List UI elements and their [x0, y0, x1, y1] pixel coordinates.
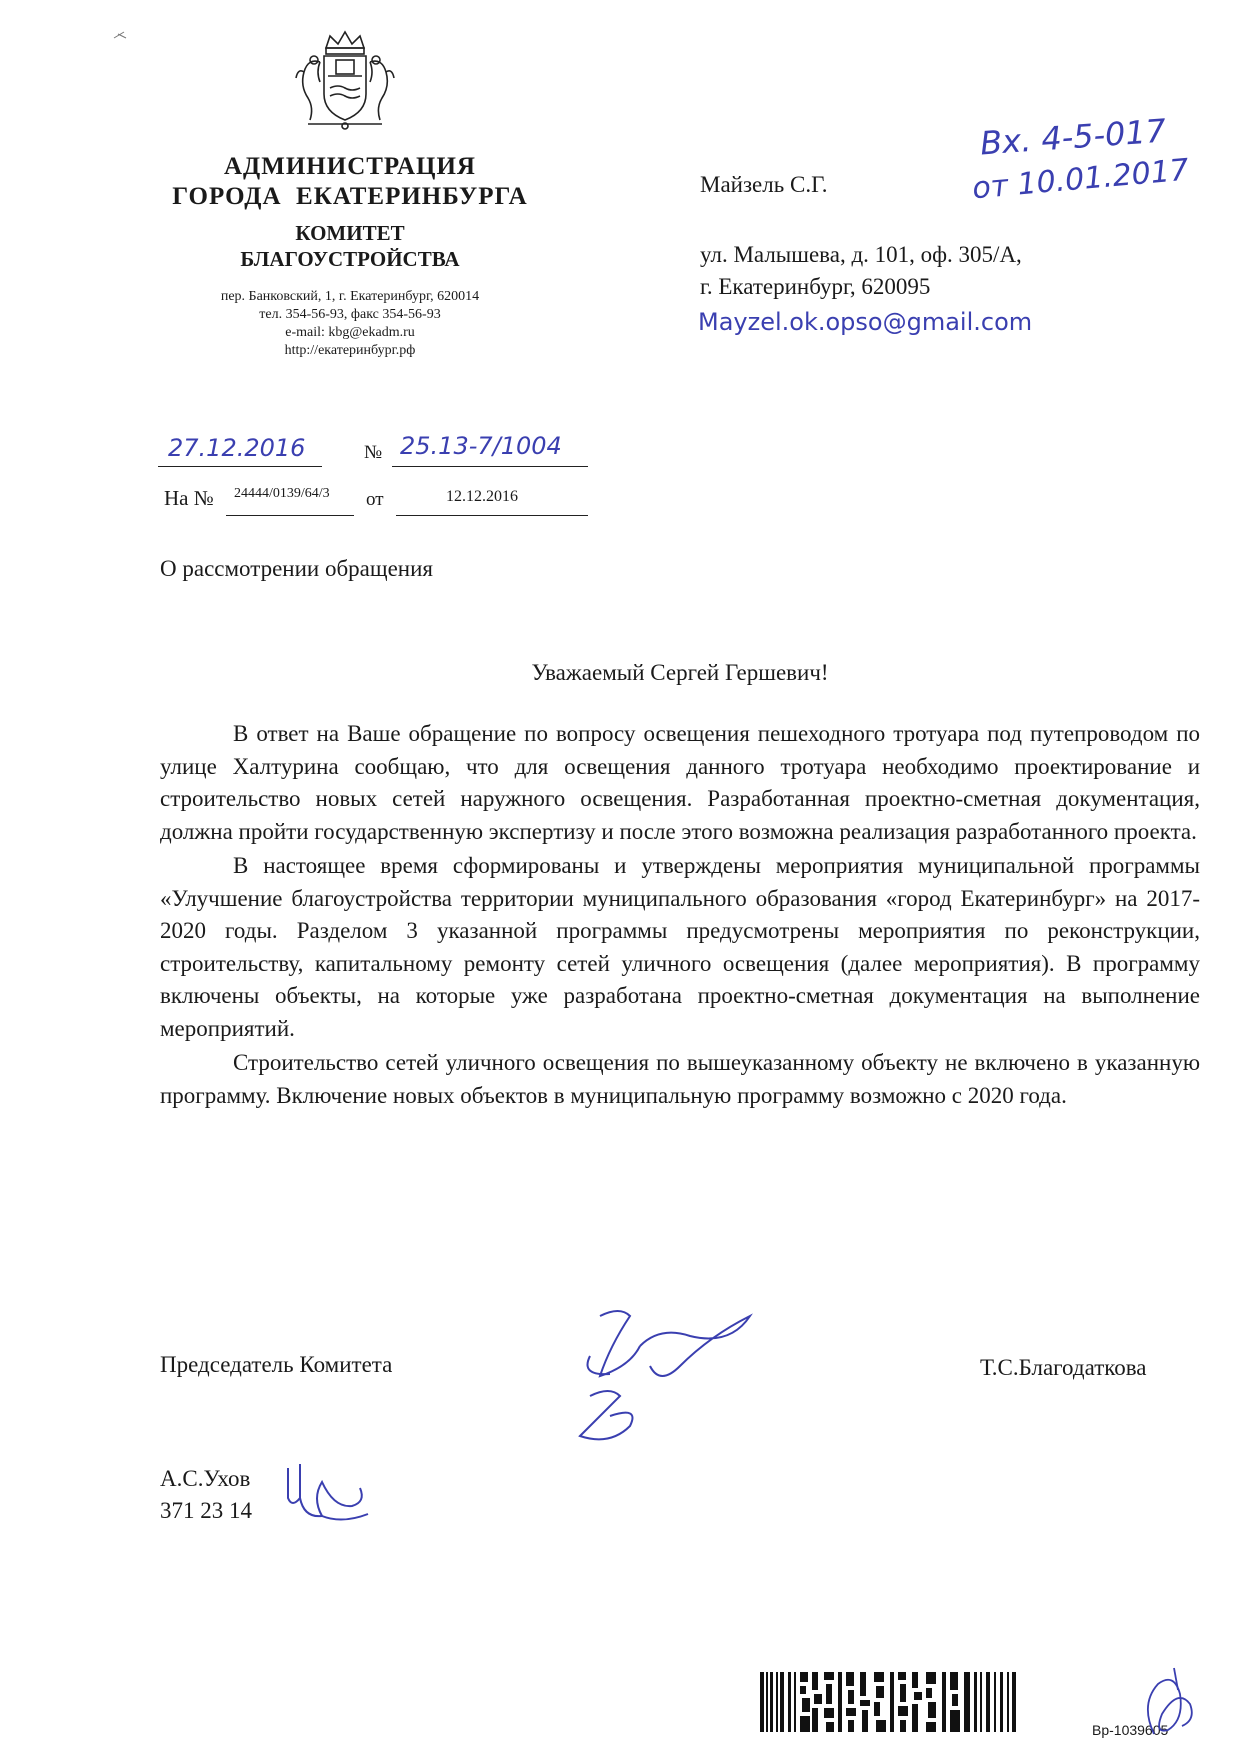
barcode-signature: [1134, 1664, 1204, 1740]
ref-date-line: [396, 515, 588, 516]
barcode-code: Вр-1039605: [1092, 1722, 1169, 1738]
incoming-stamp-line2: от 10.01.2017: [970, 152, 1191, 207]
committee-line2: БЛАГОУСТРОЙСТВА: [240, 247, 460, 271]
org-address: пер. Банковский, 1, г. Екатеринбург, 620014: [220, 289, 480, 304]
org-phone: тел. 354-56-93, факс 354-56-93: [259, 307, 441, 322]
executor-name: А.С.Ухов: [160, 1466, 251, 1491]
coat-of-arms-icon: [290, 28, 400, 132]
letter-greeting: Уважаемый Сергей Гершевич!: [531, 660, 829, 685]
signatory-position: Председатель Комитета: [160, 1352, 393, 1377]
ref-number: 24444/0139/64/3: [234, 486, 330, 501]
body-paragraph-1: В ответ на Ваше обращение по вопросу освещения пешеходного тротуара под путепроводом по улице Халтурина сообщаю, что для освещения данного тротуара необходимо проектирование и строительство новых сетей наружного освещения. Разработанная проектно-сметная документация, должна пройти государственную экспертизу и после этого возможна реализация разработанного проекта.: [160, 721, 1200, 844]
ref-label: На №: [164, 486, 214, 510]
signatory-name: Т.С.Благодаткова: [980, 1355, 1147, 1380]
org-email: e-mail: kbg@ekadm.ru: [285, 325, 415, 340]
reg-number-line: [392, 466, 588, 467]
letter-body: [160, 718, 1200, 1112]
reg-number-label: №: [364, 442, 383, 463]
addressee-city: г. Екатеринбург, 620095: [700, 274, 931, 299]
addressee-email-handwritten: Mayzel.ok.opso@gmail.com: [698, 308, 1033, 336]
reg-number-handwritten: 25.13-7/1004: [400, 432, 562, 460]
ref-from-label: от: [366, 489, 384, 510]
reg-date-handwritten: 27.12.2016: [168, 434, 306, 462]
org-name-line2: ГОРОДА ЕКАТЕРИНБУРГА: [172, 183, 528, 210]
stray-mark: [112, 28, 132, 42]
addressee-name: Майзель С.Г.: [700, 172, 828, 197]
executor-initials: [282, 1458, 372, 1528]
body-paragraph-3: Строительство сетей уличного освещения по вышеуказанному объекту не включено в указанную программу. Включение новых объектов в муниципальную программу возможно с 2020 года.: [160, 1050, 1200, 1108]
ref-date: 12.12.2016: [446, 488, 518, 505]
handwritten-signature: [570, 1296, 770, 1456]
org-header: [140, 152, 560, 360]
ref-number-line: [226, 515, 354, 516]
letter-subject: О рассмотрении обращения: [160, 556, 433, 581]
executor-phone: 371 23 14: [160, 1498, 252, 1523]
reg-date-line: [158, 466, 322, 467]
org-site: http://екатеринбург.рф: [284, 343, 416, 358]
incoming-stamp-line1: Вх. 4-5-017: [978, 111, 1168, 163]
addressee-street: ул. Малышева, д. 101, оф. 305/А,: [700, 242, 1022, 267]
committee-line1: КОМИТЕТ: [295, 221, 405, 245]
body-paragraph-2: В настоящее время сформированы и утверждены мероприятия муниципальной программы «Улучшение благоустройства территории муниципального образования «город Екатеринбург» на 2017-2020 годы. Разделом 3 указанной программы предусмотрены мероприятия по реконструкции, строительству, капитальному ремонту сетей уличного освещения (далее мероприятия). В программу включены объекты, на которые уже разработана проектно-сметная документация на выполнение мероприятий.: [160, 853, 1200, 1041]
barcode-icon: [760, 1672, 1022, 1732]
org-name-line1: АДМИНИСТРАЦИЯ: [224, 153, 476, 180]
